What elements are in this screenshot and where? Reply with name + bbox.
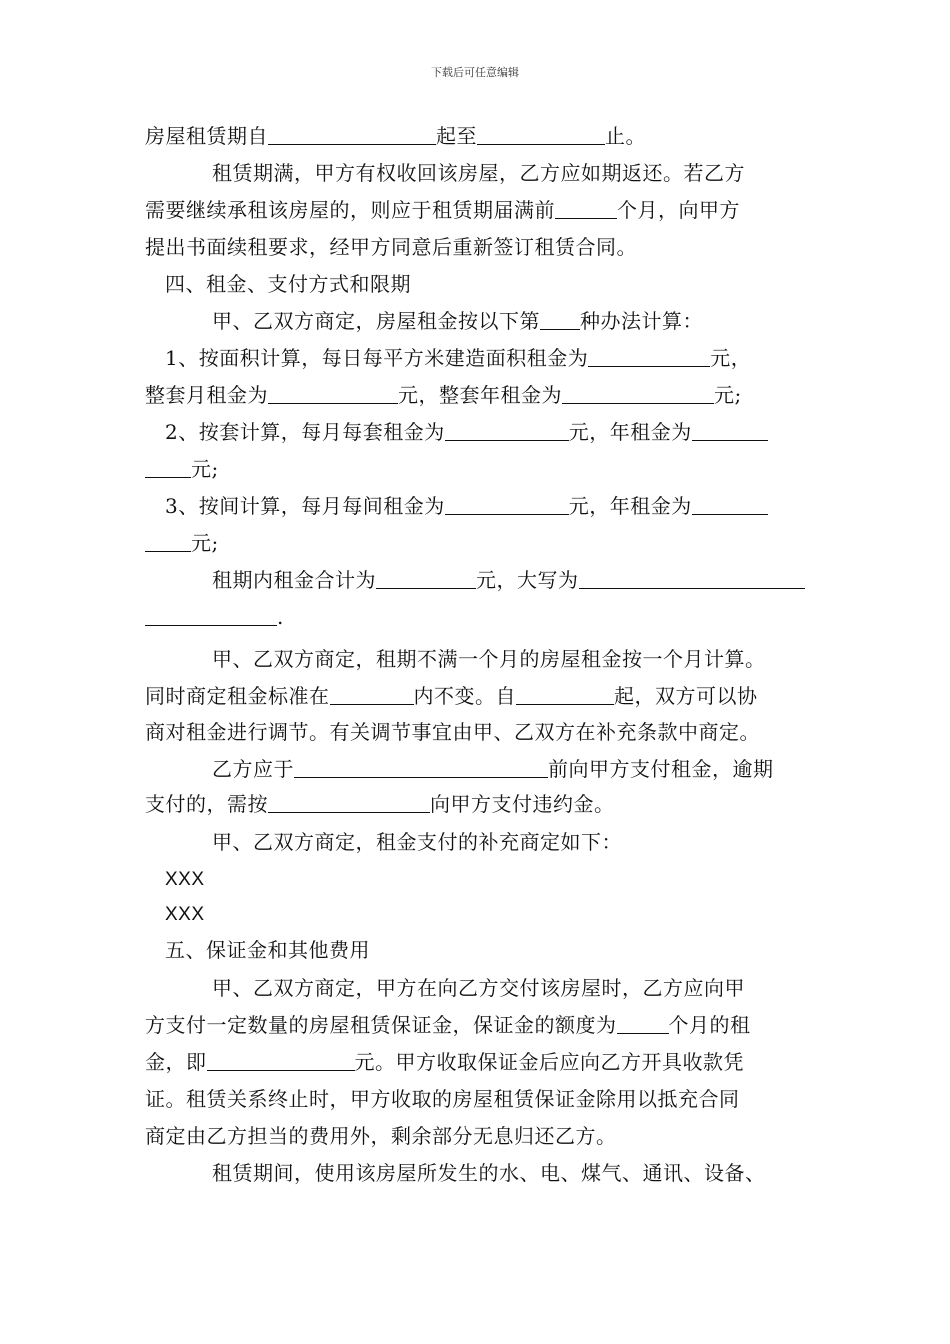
paragraph-line: 商对租金进行调节。有关调节事宜由甲、乙双方在补充条款中商定。 [145,720,760,744]
section-heading: 五、保证金和其他费用 [165,938,370,962]
blank-field [562,383,714,404]
blank-field [330,684,414,705]
blank-field [617,1013,669,1034]
paragraph-line: 方支付一定数量的房屋租赁保证金，保证金的额度为 个月的租 [145,1013,751,1037]
page-header: 下载后可任意编辑 [431,66,519,79]
paragraph-line: 甲、乙双方商定，房屋租金按以下第 种办法计算： [212,309,703,333]
placeholder-xxx: XXX [165,869,205,890]
blank-field [579,568,805,589]
blank-field [207,1050,355,1071]
paragraph-line: 支付的，需按 向甲方支付违约金。 [145,792,615,816]
blank-field [516,684,614,705]
paragraph-line: 整套月租金为 元，整套年租金为 元; [145,383,742,407]
blank-field [555,198,617,219]
paragraph-line: 甲、乙双方商定，租金支付的补充商定如下： [212,830,622,854]
blank-field [588,346,710,367]
blank-field [268,792,430,813]
paragraph-line: 证。租赁关系终止时，甲方收取的房屋租赁保证金除用以抵充合同 [145,1087,740,1111]
method-2-line: 2、按套计算，每月每套租金为 元，年租金为 [165,418,768,446]
paragraph-line: 元; [145,455,219,483]
blank-field [477,124,605,145]
paragraph-line: 租赁期满，甲方有权收回该房屋，乙方应如期返还。若乙方 [212,161,745,185]
blank-field [692,420,768,441]
blank-field [692,494,768,515]
blank-field [376,568,476,589]
paragraph-line: 金，即 元。甲方收取保证金后应向乙方开具收款凭 [145,1050,744,1074]
blank-field [145,605,277,626]
blank-field [145,531,191,552]
blank-field [145,457,191,478]
paragraph-line: . [145,603,284,631]
paragraph-line: 乙方应于 前向甲方支付租金，逾期 [212,757,774,781]
paragraph-line: 商定由乙方担当的费用外，剩余部分无息归还乙方。 [145,1124,617,1148]
paragraph-line: 提出书面续租要求，经甲方同意后重新签订租赁合同。 [145,235,637,259]
lease-term-line: 房屋租赁期自 起至 止。 [145,124,646,148]
blank-field [268,124,436,145]
paragraph-line: 租赁期间，使用该房屋所发生的水、电、煤气、通讯、设备、 [212,1161,766,1185]
paragraph-line: 同时商定租金标准在 内不变。自 起，双方可以协 [145,684,758,708]
placeholder-xxx: XXX [165,904,205,925]
blank-field [294,757,548,778]
total-rent-line: 租期内租金合计为 元，大写为 [212,566,805,594]
blank-field [540,309,580,330]
paragraph-line: 需要继续承租该房屋的，则应于租赁期届满前 个月，向甲方 [145,198,740,222]
blank-field [445,494,569,515]
method-1-line: 1、按面积计算，每日每平方米建造面积租金为 元， [165,346,752,370]
paragraph-line: 元; [145,529,219,557]
paragraph-line: 甲、乙双方商定，甲方在向乙方交付该房屋时，乙方应向甲 [212,976,745,1000]
blank-field [445,420,569,441]
blank-field [268,383,398,404]
method-3-line: 3、按间计算，每月每间租金为 元，年租金为 [165,492,768,520]
paragraph-line: 甲、乙双方商定，租期不满一个月的房屋租金按一个月计算。 [212,647,766,671]
section-heading: 四、租金、支付方式和限期 [165,272,411,296]
